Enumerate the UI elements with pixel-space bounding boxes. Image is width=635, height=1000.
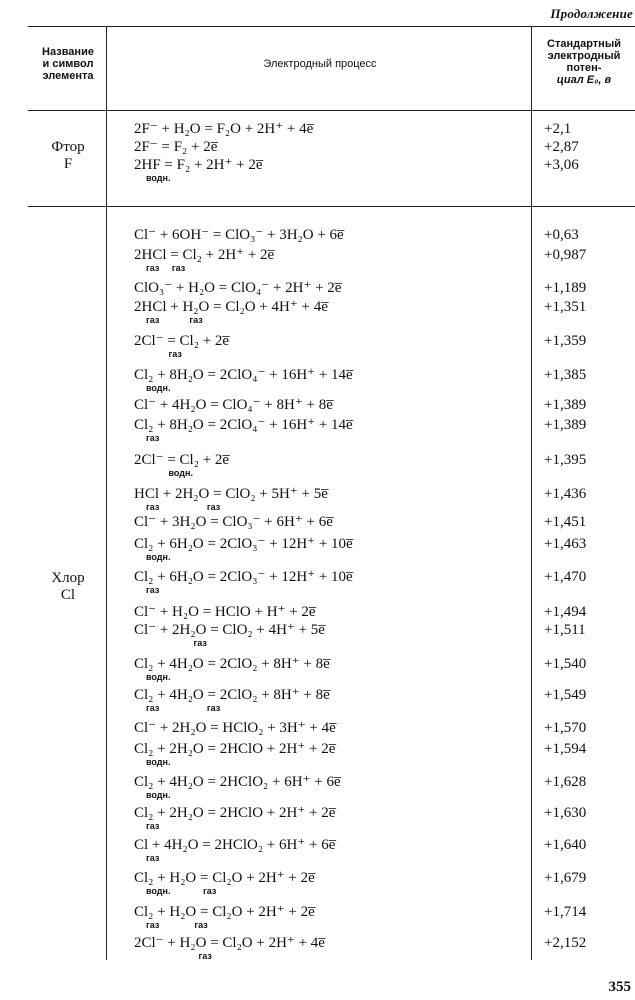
header-process: Электродный процесс bbox=[263, 58, 377, 70]
reaction-equation: 2Cl⁻ = Cl₂ + 2e̅ bbox=[134, 452, 230, 468]
column-divider-left bbox=[106, 26, 107, 960]
reaction-equation: Cl₂ + 4H₂O = 2HClO₂ + 6H⁺ + 6e̅ bbox=[134, 774, 341, 790]
electrode-potential: +1,640 bbox=[544, 837, 587, 853]
reaction-equation: Cl₂ + 8H₂O = 2ClO₄⁻ + 16H⁺ + 14e̅ bbox=[134, 417, 353, 433]
electrode-potential: +1,714 bbox=[544, 904, 587, 920]
phase-note: газ газ bbox=[146, 315, 203, 325]
phase-note: газ bbox=[146, 821, 160, 831]
reaction-equation: Cl⁻ + H₂O = HClO + H⁺ + 2e̅ bbox=[134, 604, 316, 620]
phase-note: газ газ bbox=[146, 920, 208, 930]
continued-label: Продолжение bbox=[550, 6, 633, 21]
phase-note: водн. bbox=[146, 468, 193, 478]
page-number: 355 bbox=[608, 979, 631, 995]
electrode-potential: +1,679 bbox=[544, 870, 587, 886]
phase-note: водн. газ bbox=[146, 886, 217, 896]
electrode-potential: +2,87 bbox=[544, 139, 579, 155]
electrode-potential: +1,436 bbox=[544, 486, 587, 502]
header-bottom-border bbox=[28, 110, 635, 111]
reaction-equation: 2Cl⁻ + H₂O = Cl₂O + 2H⁺ + 4e̅ bbox=[134, 935, 325, 951]
phase-note: водн. bbox=[146, 672, 171, 682]
reaction-equation: Cl₂ + 4H₂O = 2ClO₂ + 8H⁺ + 8e̅ bbox=[134, 656, 330, 672]
phase-note: водн. bbox=[146, 173, 171, 183]
reaction-equation: 2Cl⁻ = Cl₂ + 2e̅ bbox=[134, 333, 230, 349]
reaction-equation: 2F⁻ = F₂ + 2e̅ bbox=[134, 139, 218, 155]
element-fluorine: Фтор F bbox=[51, 139, 85, 172]
phase-note: газ газ bbox=[146, 263, 186, 273]
reaction-equation: ClO₃⁻ + H₂O = ClO₄⁻ + 2H⁺ + 2e̅ bbox=[134, 280, 342, 296]
electrode-potential: +1,389 bbox=[544, 397, 587, 413]
electrode-potential: +3,06 bbox=[544, 157, 579, 173]
phase-note: водн. bbox=[146, 757, 171, 767]
electrode-potential: +1,594 bbox=[544, 741, 587, 757]
header-potential: Стандартный электродный потен- циал E₀, в bbox=[547, 38, 621, 86]
reaction-equation: Cl + 4H₂O = 2HClO₂ + 6H⁺ + 6e̅ bbox=[134, 837, 336, 853]
reaction-equation: Cl₂ + H₂O = Cl₂O + 2H⁺ + 2e̅ bbox=[134, 870, 315, 886]
phase-note: газ bbox=[146, 853, 160, 863]
electrode-potential: +1,549 bbox=[544, 687, 587, 703]
reaction-equation: Cl₂ + 4H₂O = 2ClO₂ + 8H⁺ + 8e̅ bbox=[134, 687, 330, 703]
electrode-potential: +0,63 bbox=[544, 227, 579, 243]
reaction-equation: Cl₂ + 6H₂O = 2ClO₃⁻ + 12H⁺ + 10e̅ bbox=[134, 536, 353, 552]
electrode-potential: +1,630 bbox=[544, 805, 587, 821]
reaction-equation: 2HF = F₂ + 2H⁺ + 2e̅ bbox=[134, 157, 263, 173]
electrode-potential: +2,152 bbox=[544, 935, 587, 951]
electrode-potential: +1,395 bbox=[544, 452, 587, 468]
electrode-potential: +1,451 bbox=[544, 514, 587, 530]
electrode-potential: +1,359 bbox=[544, 333, 587, 349]
reaction-equation: 2HCl = Cl₂ + 2H⁺ + 2e̅ bbox=[134, 247, 275, 263]
reaction-equation: Cl⁻ + 4H₂O = ClO₄⁻ + 8H⁺ + 8e̅ bbox=[134, 397, 333, 413]
electrode-potential: +1,570 bbox=[544, 720, 587, 736]
reaction-equation: Cl₂ + 8H₂O = 2ClO₄⁻ + 16H⁺ + 14e̅ bbox=[134, 367, 353, 383]
reaction-equation: Cl₂ + H₂O = Cl₂O + 2H⁺ + 2e̅ bbox=[134, 904, 315, 920]
electrode-potential: +1,463 bbox=[544, 536, 587, 552]
reaction-equation: Cl₂ + 6H₂O = 2ClO₃⁻ + 12H⁺ + 10e̅ bbox=[134, 569, 353, 585]
table-top-border bbox=[28, 26, 635, 27]
reaction-equation: 2HCl + H₂O = Cl₂O + 4H⁺ + 4e̅ bbox=[134, 299, 328, 315]
reaction-equation: Cl₂ + 2H₂O = 2HClO + 2H⁺ + 2e̅ bbox=[134, 805, 336, 821]
phase-note: газ bbox=[146, 951, 212, 961]
electrode-potential: +1,351 bbox=[544, 299, 587, 315]
section-divider bbox=[28, 206, 635, 207]
element-chlorine: Хлор Cl bbox=[51, 570, 85, 603]
electrode-potential: +0,987 bbox=[544, 247, 587, 263]
electrode-potential: +1,511 bbox=[544, 622, 586, 638]
reaction-equation: Cl⁻ + 3H₂O = ClO₃⁻ + 6H⁺ + 6e̅ bbox=[134, 514, 333, 530]
reaction-equation: Cl⁻ + 6OH⁻ = ClO₃⁻ + 3H₂O + 6e̅ bbox=[134, 227, 344, 243]
reaction-equation: Cl₂ + 2H₂O = 2HClO + 2H⁺ + 2e̅ bbox=[134, 741, 336, 757]
electrode-potential: +1,389 bbox=[544, 417, 587, 433]
electrode-potential: +2,1 bbox=[544, 121, 572, 137]
reaction-equation: HCl + 2H₂O = ClO₂ + 5H⁺ + 5e̅ bbox=[134, 486, 328, 502]
reaction-equation: Cl⁻ + 2H₂O = ClO₂ + 4H⁺ + 5e̅ bbox=[134, 622, 325, 638]
phase-note: газ газ bbox=[146, 502, 221, 512]
phase-note: газ bbox=[146, 349, 182, 359]
header-name: Название и символ элемента bbox=[42, 46, 94, 82]
phase-note: газ bbox=[146, 433, 160, 443]
column-divider-right bbox=[531, 26, 532, 960]
phase-note: газ газ bbox=[146, 703, 221, 713]
phase-note: газ bbox=[146, 585, 160, 595]
reaction-equation: Cl⁻ + 2H₂O = HClO₂ + 3H⁺ + 4e̅ bbox=[134, 720, 336, 736]
electrode-potential: +1,628 bbox=[544, 774, 587, 790]
reaction-equation: 2F⁻ + H₂O = F₂O + 2H⁺ + 4e̅ bbox=[134, 121, 314, 137]
electrode-potential: +1,189 bbox=[544, 280, 587, 296]
electrode-potential: +1,494 bbox=[544, 604, 587, 620]
phase-note: водн. bbox=[146, 790, 171, 800]
electrode-potential: +1,385 bbox=[544, 367, 587, 383]
phase-note: водн. bbox=[146, 383, 171, 393]
phase-note: водн. bbox=[146, 552, 171, 562]
electrode-potential: +1,470 bbox=[544, 569, 587, 585]
electrode-potential: +1,540 bbox=[544, 656, 587, 672]
phase-note: газ bbox=[146, 638, 207, 648]
